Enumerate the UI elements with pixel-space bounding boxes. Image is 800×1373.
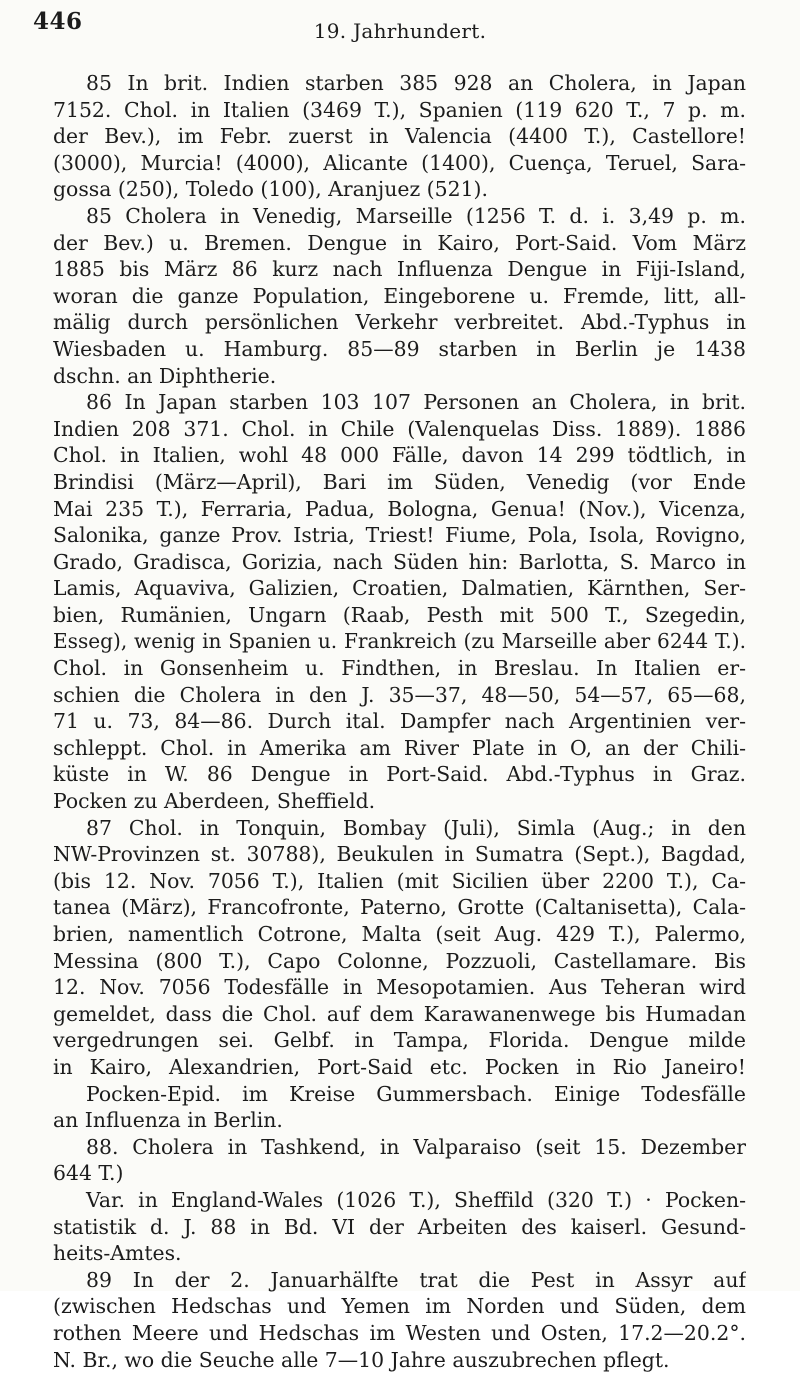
text-line: 644 T.)	[53, 1160, 746, 1187]
text-line: schleppt. Chol. in Amerika am River Plate in O, an der Chili-	[53, 735, 746, 762]
text-line: Chol. in Italien, wohl 48 000 Fälle, davon 14 299 tödtlich, in	[53, 442, 746, 469]
text-line: bien, Rumänien, Ungarn (Raab, Pesth mit 500 T., Szegedin,	[53, 602, 746, 629]
text-line: rothen Meere und Hedschas im Westen und Osten, 17.2—20.2°.	[53, 1320, 746, 1347]
text-line: schien die Cholera in den J. 35—37, 48—50, 54—57, 65—68,	[53, 682, 746, 709]
text-line: 88. Cholera in Tashkend, in Valparaiso (seit 15. Dezember	[53, 1134, 746, 1161]
text-line: woran die ganze Population, Eingeborene u. Fremde, litt, all-	[53, 283, 746, 310]
text-line: Chol. in Gonsenheim u. Findthen, in Breslau. In Italien er-	[53, 655, 746, 682]
text-line: brien, namentlich Cotrone, Malta (seit Aug. 429 T.), Palermo,	[53, 921, 746, 948]
text-line: Messina (800 T.), Capo Colonne, Pozzuoli, Castellamare. Bis	[53, 948, 746, 975]
text-line: (3000), Murcia! (4000), Alicante (1400), Cuença, Teruel, Sara-	[53, 150, 746, 177]
text-line: 12. Nov. 7056 Todesfälle in Mesopotamien. Aus Teheran wird	[53, 974, 746, 1001]
text-line: 7152. Chol. in Italien (3469 T.), Spanien (119 620 T., 7 p. m.	[53, 97, 746, 124]
text-line: 71 u. 73, 84—86. Durch ital. Dampfer nach Argentinien ver-	[53, 708, 746, 735]
text-line: küste in W. 86 Dengue in Port-Said. Abd.-Typhus in Graz.	[53, 761, 746, 788]
text-line: Salonika, ganze Prov. Istria, Triest! Fiume, Pola, Isola, Rovigno,	[53, 522, 746, 549]
running-title: 19. Jahrhundert.	[0, 19, 800, 43]
body-text	[53, 70, 746, 1373]
text-line: dschn. an Diphtherie.	[53, 363, 746, 390]
text-line: 1885 bis März 86 kurz nach Influenza Dengue in Fiji-Island,	[53, 256, 746, 283]
text-line: Wiesbaden u. Hamburg. 85—89 starben in Berlin je 1438	[53, 336, 746, 363]
text-line: gemeldet, dass die Chol. auf dem Karawanenwege bis Humadan	[53, 1001, 746, 1028]
text-line: Var. in England-Wales (1026 T.), Sheffild (320 T.) · Pocken-	[53, 1187, 746, 1214]
text-line: in Kairo, Alexandrien, Port-Said etc. Pocken in Rio Janeiro!	[53, 1054, 746, 1081]
text-line: an Influenza in Berlin.	[53, 1107, 746, 1134]
text-line: gossa (250), Toledo (100), Aranjuez (521).	[53, 176, 746, 203]
text-line: heits-Amtes.	[53, 1240, 746, 1267]
text-line: Esseg), wenig in Spanien u. Frankreich (zu Marseille aber 6244 T.).	[53, 628, 746, 655]
text-line: 87 Chol. in Tonquin, Bombay (Juli), Simla (Aug.; in den	[53, 815, 746, 842]
text-line: (zwischen Hedschas und Yemen im Norden und Süden, dem	[53, 1293, 746, 1320]
text-line: der Bev.), im Febr. zuerst in Valencia (4400 T.), Castellore!	[53, 123, 746, 150]
text-line: N. Br., wo die Seuche alle 7—10 Jahre auszubrechen pflegt.	[53, 1347, 746, 1373]
text-line: statistik d. J. 88 in Bd. VI der Arbeiten des kaiserl. Gesund-	[53, 1214, 746, 1241]
text-line: Mai 235 T.), Ferraria, Padua, Bologna, Genua! (Nov.), Vicenza,	[53, 496, 746, 523]
text-line: mälig durch persönlichen Verkehr verbreitet. Abd.-Typhus in	[53, 309, 746, 336]
text-line: (bis 12. Nov. 7056 T.), Italien (mit Sicilien über 2200 T.), Ca-	[53, 868, 746, 895]
text-line: Brindisi (März—April), Bari im Süden, Venedig (vor Ende	[53, 469, 746, 496]
page-number: 446	[33, 8, 83, 35]
text-line: Grado, Gradisca, Gorizia, nach Süden hin: Barlotta, S. Marco in	[53, 549, 746, 576]
text-line: der Bev.) u. Bremen. Dengue in Kairo, Port-Said. Vom März	[53, 230, 746, 257]
text-line: tanea (März), Francofronte, Paterno, Grotte (Caltanisetta), Cala-	[53, 894, 746, 921]
text-line: Pocken-Epid. im Kreise Gummersbach. Einige Todesfälle	[53, 1081, 746, 1108]
text-line: 86 In Japan starben 103 107 Personen an Cholera, in brit.	[53, 389, 746, 416]
text-line: 85 In brit. Indien starben 385 928 an Cholera, in Japan	[53, 70, 746, 97]
text-line: vergedrungen sei. Gelbf. in Tampa, Florida. Dengue milde	[53, 1027, 746, 1054]
text-line: Indien 208 371. Chol. in Chile (Valenquelas Diss. 1889). 1886	[53, 416, 746, 443]
text-line: NW-Provinzen st. 30788), Beukulen in Sumatra (Sept.), Bagdad,	[53, 841, 746, 868]
text-line: 89 In der 2. Januarhälfte trat die Pest in Assyr auf	[53, 1267, 746, 1294]
text-line: Pocken zu Aberdeen, Sheffield.	[53, 788, 746, 815]
text-line: 85 Cholera in Venedig, Marseille (1256 T. d. i. 3,49 p. m.	[53, 203, 746, 230]
text-line: Lamis, Aquaviva, Galizien, Croatien, Dalmatien, Kärnthen, Ser-	[53, 575, 746, 602]
